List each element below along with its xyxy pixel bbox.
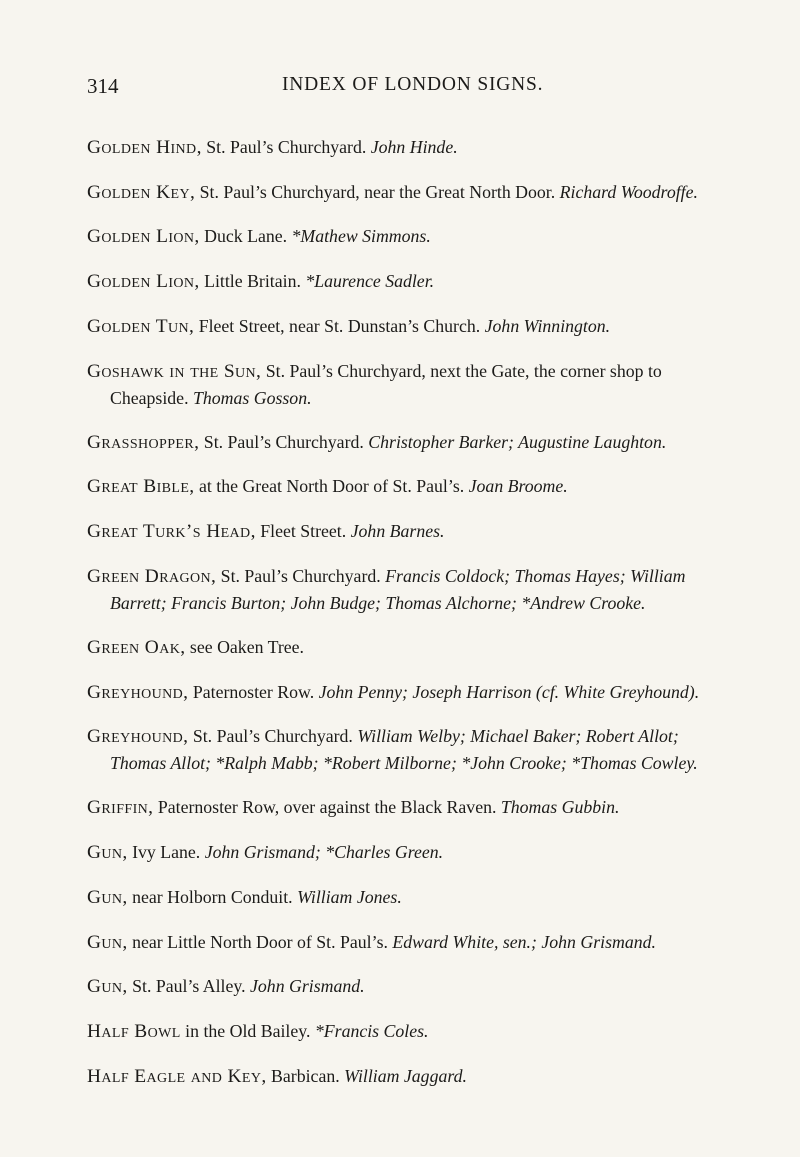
- index-entry: [87, 473, 722, 500]
- sign-name: Golden Key,: [87, 181, 196, 203]
- index-entry: [87, 518, 722, 545]
- sign-location: St. Paul’s Churchyard, next the Gate, the corner shop to Cheapside.: [110, 360, 662, 408]
- sign-location: Little Britain.: [199, 271, 306, 292]
- sign-location: near Holborn Conduit.: [127, 886, 298, 907]
- page-header: [87, 74, 722, 104]
- sign-location: in the Old Bailey.: [180, 1021, 315, 1042]
- printer-names: *Francis Coles.: [314, 1021, 429, 1042]
- printer-names: Christopher Barker; Augustine Laughton.: [368, 431, 667, 452]
- printer-names: William Welby; Michael Baker; Robert Allot; Thomas Allot; *Ralph Mabb; *Robert Milborne; *John Crooke; *Thomas Cowley.: [110, 726, 698, 774]
- printer-names: *Mathew Simmons.: [291, 226, 431, 247]
- index-entry: [87, 839, 722, 866]
- sign-name: Golden Lion,: [87, 271, 200, 293]
- sign-location: Ivy Lane.: [127, 841, 205, 862]
- printer-names: Richard Woodroffe.: [559, 181, 698, 202]
- index-entry: [87, 884, 722, 911]
- index-entry: [87, 179, 722, 206]
- printer-names: *Laurence Sadler.: [305, 271, 435, 292]
- sign-name: Grasshopper,: [87, 431, 200, 453]
- sign-location: Barbican.: [266, 1065, 345, 1086]
- sign-name: Greyhound,: [87, 726, 189, 748]
- index-entry: [87, 563, 722, 616]
- printer-names: John Grismand.: [250, 976, 365, 997]
- index-entry: [87, 973, 722, 1000]
- index-entry: [87, 223, 722, 250]
- sign-location: see Oaken Tree.: [185, 636, 304, 657]
- sign-location: Duck Lane.: [199, 226, 292, 247]
- printer-names: Thomas Gubbin.: [500, 797, 620, 818]
- index-entry: [87, 929, 722, 956]
- sign-location: St. Paul’s Churchyard.: [216, 565, 386, 586]
- sign-name: Gun,: [87, 976, 128, 998]
- printer-names: John Penny; Joseph Harrison (cf. White Greyhound).: [318, 681, 700, 702]
- sign-location: Paternoster Row.: [188, 681, 319, 702]
- sign-location: St. Paul’s Alley.: [127, 976, 251, 997]
- sign-location: Paternoster Row, over against the Black Raven.: [153, 797, 501, 818]
- sign-name: Gun,: [87, 931, 128, 953]
- printer-names: Edward White, sen.; John Grismand.: [392, 931, 656, 952]
- page-number: 314: [87, 74, 119, 98]
- sign-location: St. Paul’s Churchyard, near the Great North Door.: [195, 181, 560, 202]
- running-title: INDEX OF LONDON SIGNS.: [282, 74, 544, 95]
- index-entry: [87, 429, 722, 456]
- index-entry: [87, 794, 722, 821]
- printer-names: Thomas Gosson.: [192, 387, 312, 408]
- printer-names: William Jaggard.: [344, 1065, 467, 1086]
- index-entry: [87, 679, 722, 706]
- sign-name: Half Eagle and Key,: [87, 1065, 267, 1087]
- sign-name: Gun,: [87, 886, 128, 908]
- index-entry: [87, 634, 722, 661]
- sign-name: Greyhound,: [87, 681, 189, 703]
- sign-name: Golden Hind,: [87, 136, 202, 158]
- sign-name: Griffin,: [87, 797, 154, 819]
- sign-location: near Little North Door of St. Paul’s.: [127, 931, 393, 952]
- sign-name: Green Oak,: [87, 636, 186, 658]
- sign-location: at the Great North Door of St. Paul’s.: [194, 476, 469, 497]
- index-entry: [87, 1063, 722, 1090]
- sign-name: Great Bible,: [87, 476, 195, 498]
- index-entry: [87, 268, 722, 295]
- index-entry: [87, 723, 722, 776]
- sign-name: Golden Lion,: [87, 226, 200, 248]
- sign-location: Fleet Street, near St. Dunstan’s Church.: [194, 315, 485, 336]
- sign-name: Goshawk in the Sun,: [87, 360, 262, 382]
- sign-location: St. Paul’s Churchyard.: [188, 726, 358, 747]
- sign-name: Half Bowl: [87, 1021, 181, 1043]
- sign-name: Great Turk’s Head,: [87, 521, 256, 543]
- sign-name: Green Dragon,: [87, 565, 217, 587]
- sign-name: Golden Tun,: [87, 315, 195, 337]
- index-entries: [87, 116, 722, 1105]
- index-entry: [87, 358, 722, 411]
- sign-location: St. Paul’s Churchyard.: [199, 431, 369, 452]
- sign-location: St. Paul’s Churchyard.: [201, 136, 371, 157]
- printer-names: William Jones.: [297, 886, 402, 907]
- printer-names: Francis Coldock; Thomas Hayes; William Barrett; Francis Burton; John Budge; Thomas Alchorne; *Andrew Crooke.: [110, 565, 686, 613]
- index-entry: [87, 313, 722, 340]
- printer-names: Joan Broome.: [468, 476, 568, 497]
- printer-names: John Hinde.: [370, 136, 458, 157]
- printer-names: John Grismand; *Charles Green.: [204, 841, 444, 862]
- index-entry: [87, 1018, 722, 1045]
- index-entry: [87, 134, 722, 161]
- sign-location: Fleet Street.: [255, 521, 351, 542]
- printer-names: John Winnington.: [484, 315, 611, 336]
- sign-name: Gun,: [87, 841, 128, 863]
- printer-names: John Barnes.: [350, 521, 445, 542]
